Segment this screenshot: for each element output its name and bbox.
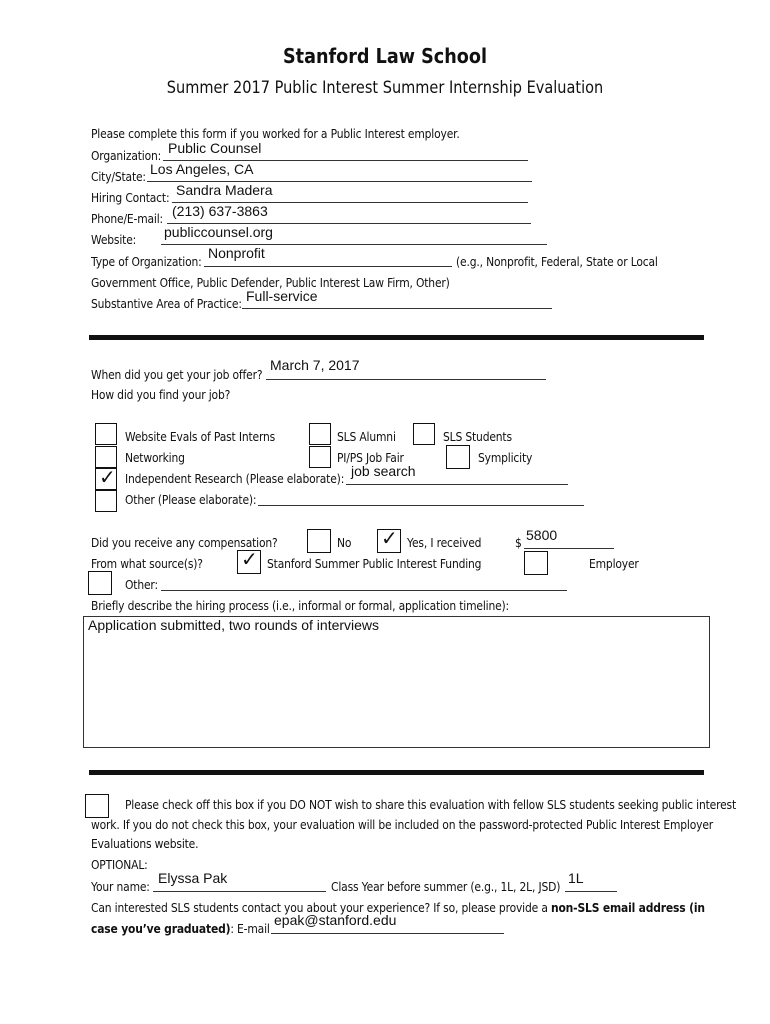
networking-label: Networking bbox=[125, 450, 185, 465]
other-source-checkbox[interactable] bbox=[88, 571, 112, 595]
other-source-line bbox=[161, 590, 567, 591]
amount-field[interactable]: 5800 bbox=[526, 527, 558, 543]
other-checkbox[interactable] bbox=[95, 490, 117, 512]
name-field[interactable]: Elyssa Pak bbox=[158, 870, 228, 886]
other-source-label: Other: bbox=[125, 577, 158, 592]
independent-line bbox=[346, 484, 568, 485]
contact-question bbox=[91, 900, 705, 915]
type-line bbox=[204, 266, 452, 267]
organization-field[interactable]: Public Counsel bbox=[168, 140, 262, 156]
do-not-share-checkbox[interactable] bbox=[85, 794, 109, 818]
source-label: From what source(s)? bbox=[91, 556, 203, 571]
sls-funding-checkbox[interactable] bbox=[237, 547, 261, 574]
section-divider bbox=[89, 335, 704, 340]
class-year-field[interactable]: 1L bbox=[568, 870, 584, 886]
area-field[interactable]: Full-service bbox=[246, 288, 318, 304]
type-hint-2: Government Office, Public Defender, Public Interest Law Firm, Other) bbox=[91, 275, 450, 290]
check-mark-icon: ✓ bbox=[241, 547, 258, 571]
pi-job-fair-checkbox[interactable] bbox=[309, 446, 331, 468]
find-label: How did you find your job? bbox=[91, 387, 231, 402]
employer-source-checkbox[interactable] bbox=[524, 551, 548, 575]
independent-research-field[interactable]: job search bbox=[351, 463, 416, 479]
type-label: Type of Organization: bbox=[91, 254, 202, 269]
independent-research-checkbox[interactable] bbox=[95, 465, 117, 490]
offer-date-field[interactable]: March 7, 2017 bbox=[270, 357, 360, 373]
sharing-text-3: Evaluations website. bbox=[91, 836, 199, 851]
page-title: Stanford Law School bbox=[283, 44, 487, 68]
independent-research-label: Independent Research (Please elaborate): bbox=[125, 471, 345, 486]
offer-label: When did you get your job offer? bbox=[91, 367, 263, 382]
sls-funding-label: Stanford Summer Public Interest Funding bbox=[267, 556, 482, 571]
class-year-label: Class Year before summer (e.g., 1L, 2L, JSD) bbox=[331, 879, 561, 894]
phone-field[interactable]: (213) 637-3863 bbox=[172, 203, 268, 219]
amount-line bbox=[524, 548, 614, 549]
contact-question-bold: non-SLS email address (in bbox=[550, 900, 705, 915]
website-evals-checkbox[interactable] bbox=[95, 423, 117, 445]
symplicity-label: Symplicity bbox=[478, 450, 533, 465]
sls-students-label: SLS Students bbox=[443, 429, 512, 444]
other-label: Other (Please elaborate): bbox=[125, 492, 257, 507]
area-line bbox=[242, 308, 552, 309]
currency-symbol: $ bbox=[515, 535, 522, 550]
name-label: Your name: bbox=[91, 879, 150, 894]
hiring-field[interactable]: Sandra Madera bbox=[176, 182, 273, 198]
type-field[interactable]: Nonprofit bbox=[208, 245, 265, 261]
other-line bbox=[258, 505, 584, 506]
hiring-process-value: Application submitted, two rounds of interviews bbox=[88, 617, 380, 633]
pi-job-fair-label: PI/PS Job Fair bbox=[337, 450, 404, 465]
website-label: Website: bbox=[91, 232, 137, 247]
sharing-text-1: Please check off this box if you DO NOT wish to share this evaluation with fellow SLS students seeking public interest bbox=[125, 797, 737, 812]
sharing-text-2: work. If you do not check this box, your evaluation will be included on the password-protected Public Interest Employer bbox=[91, 817, 714, 832]
email-field[interactable]: epak@stanford.edu bbox=[274, 912, 397, 928]
check-mark-icon: ✓ bbox=[381, 526, 398, 550]
class-year-line bbox=[565, 891, 617, 892]
optional-label: OPTIONAL: bbox=[91, 857, 148, 872]
symplicity-checkbox[interactable] bbox=[446, 445, 470, 469]
contact-question-text: Can interested SLS students contact you about your experience? If so, please provide a bbox=[91, 900, 548, 915]
compensation-yes-checkbox[interactable] bbox=[377, 526, 401, 553]
page-subtitle: Summer 2017 Public Interest Summer Internship Evaluation bbox=[166, 78, 604, 97]
compensation-no-label: No bbox=[337, 535, 352, 550]
check-mark-icon: ✓ bbox=[99, 465, 116, 489]
compensation-label: Did you receive any compensation? bbox=[91, 535, 278, 550]
section-divider-2 bbox=[89, 770, 704, 775]
offer-line bbox=[266, 379, 546, 380]
contact-bold-2: case you’ve graduated) bbox=[91, 921, 231, 936]
hiring-process-label: Briefly describe the hiring process (i.e., informal or formal, application timeline): bbox=[91, 598, 510, 613]
website-field[interactable]: publiccounsel.org bbox=[164, 224, 273, 240]
sls-alumni-checkbox[interactable] bbox=[309, 423, 331, 445]
name-line bbox=[153, 891, 326, 892]
email-line bbox=[271, 933, 504, 934]
city-label: City/State: bbox=[91, 169, 146, 184]
contact-question-line2 bbox=[91, 921, 270, 936]
website-evals-label: Website Evals of Past Interns bbox=[125, 429, 276, 444]
email-label: : E-mail bbox=[230, 921, 270, 936]
type-hint: (e.g., Nonprofit, Federal, State or Local bbox=[456, 254, 658, 269]
sls-students-checkbox[interactable] bbox=[413, 423, 435, 445]
compensation-no-checkbox[interactable] bbox=[307, 529, 331, 553]
compensation-yes-label: Yes, I received bbox=[407, 535, 482, 550]
sls-alumni-label: SLS Alumni bbox=[337, 429, 396, 444]
phone-label: Phone/E-mail: bbox=[91, 211, 164, 226]
hiring-process-textarea[interactable] bbox=[83, 616, 710, 748]
hiring-label: Hiring Contact: bbox=[91, 190, 170, 205]
organization-label: Organization: bbox=[91, 148, 162, 163]
area-label: Substantive Area of Practice: bbox=[91, 296, 242, 311]
employer-source-label: Employer bbox=[589, 556, 639, 571]
intro-text: Please complete this form if you worked for a Public Interest employer. bbox=[91, 126, 460, 141]
city-field[interactable]: Los Angeles, CA bbox=[150, 161, 254, 177]
